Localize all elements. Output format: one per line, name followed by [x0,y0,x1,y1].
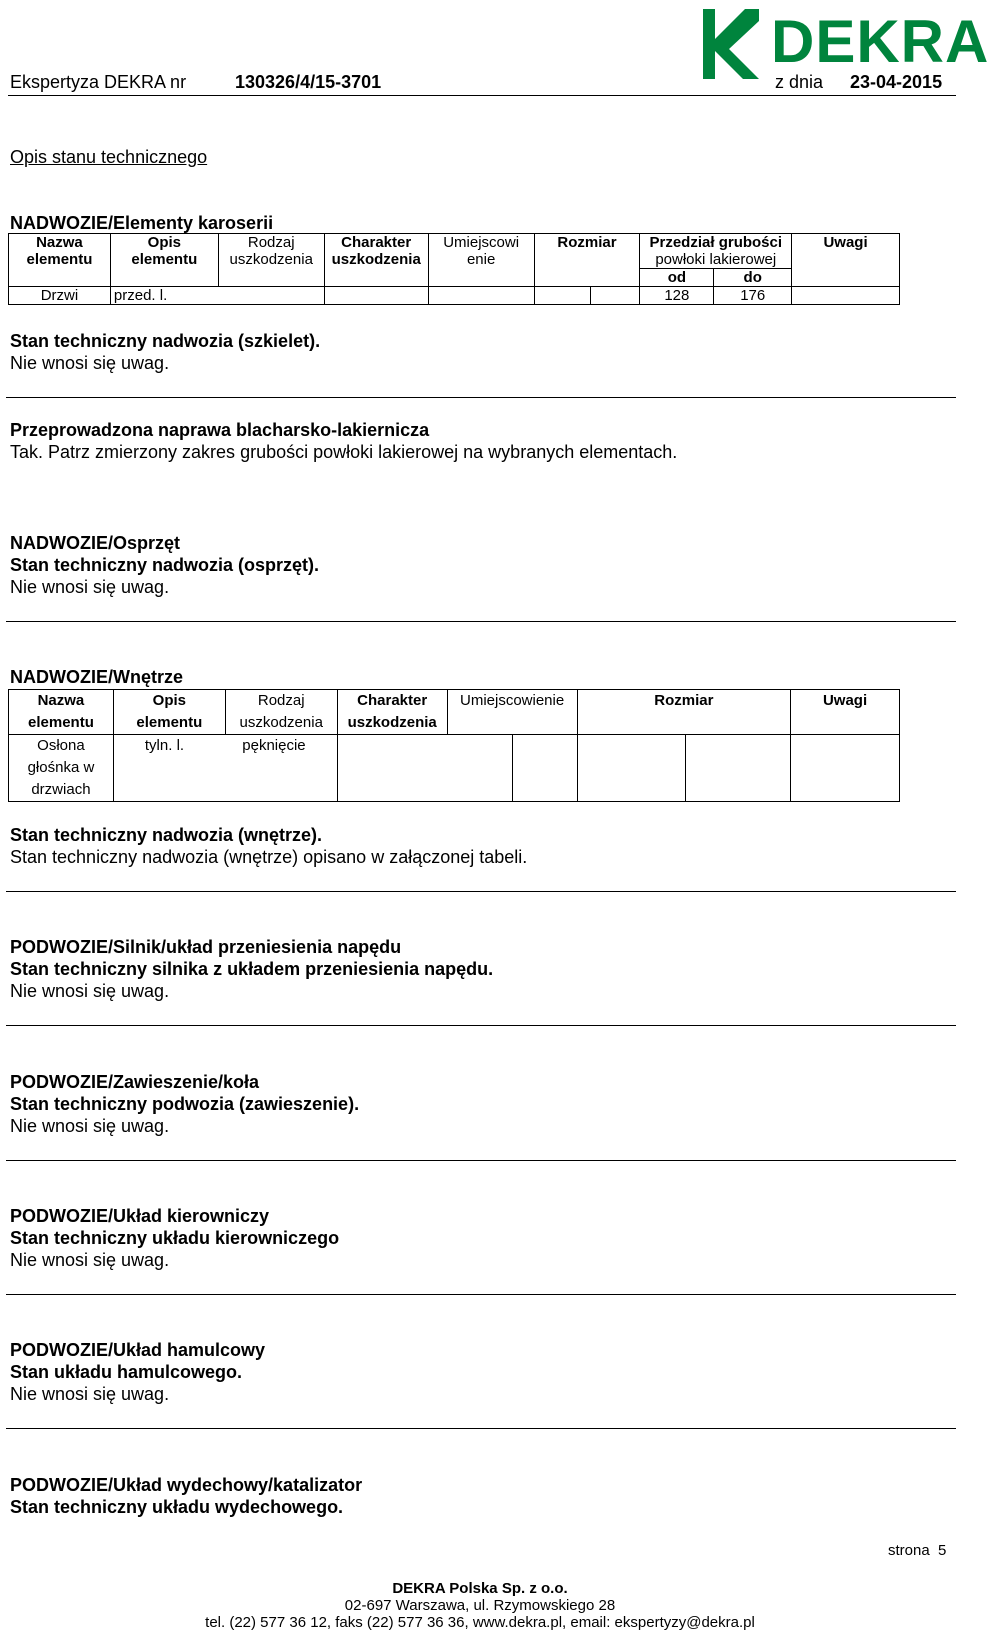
date-label: z dnia [775,72,824,92]
engine-heading: PODWOZIE/Silnik/układ przeniesienia napędu [10,937,402,957]
section-divider [6,891,956,892]
fittings-subheading: Stan techniczny nadwozia (osprzęt). [10,555,320,575]
header-rule [8,95,956,96]
col-nazwa: Nazwa [36,234,83,251]
footer-company: DEKRA Polska Sp. z o.o. [392,1580,568,1597]
col-opis: Opis [152,692,186,709]
page-title: Opis stanu technicznego [10,147,208,167]
fittings-heading: NADWOZIE/Osprzęt [10,533,181,553]
suspension-heading: PODWOZIE/Zawieszenie/koła [10,1072,260,1092]
steering-subheading: Stan techniczny układu kierowniczego [10,1228,340,1248]
engine-subheading: Stan techniczny silnika z układem przeniesienia napędu. [10,959,494,979]
report-label: Ekspertyza DEKRA nr [10,72,187,92]
suspension-text: Nie wnosi się uwag. [10,1116,170,1136]
section-divider [6,621,956,622]
col-opis-2: elementu [131,251,198,268]
col-charakter: Charakter [357,692,428,709]
body-elements-table [8,233,900,305]
report-number: 130326/4/15-3701 [235,72,382,92]
footer-address: 02-697 Warszawa, ul. Rzymowskiego 28 [344,1597,616,1614]
col-nazwa-2: elementu [26,251,93,268]
brakes-heading: PODWOZIE/Układ hamulcowy [10,1340,266,1360]
page-label: strona [888,1542,930,1559]
interior-table [8,689,900,802]
cell-nazwa-3: drzwiach [31,781,91,798]
fittings-text: Nie wnosi się uwag. [10,577,170,597]
col-nazwa-2: elementu [28,714,94,731]
col-rodzaj-2: uszkodzenia [229,251,313,268]
exhaust-heading: PODWOZIE/Układ wydechowy/katalizator [10,1475,363,1495]
brakes-text: Nie wnosi się uwag. [10,1384,170,1404]
col-charakter: Charakter [341,234,412,251]
col-przedzial: Przedział grubości [649,234,783,251]
col-nazwa: Nazwa [37,692,85,709]
section-divider [6,1160,956,1161]
cell-nazwa-2: głośnka w [27,759,95,776]
table-row [9,735,900,802]
suspension-subheading: Stan techniczny podwozia (zawieszenie). [10,1094,360,1114]
interior-text: Stan techniczny nadwozia (wnętrze) opisano w załączonej tabeli. [10,847,528,867]
col-rodzaj-2: uszkodzenia [239,714,323,731]
col-rozmiar: Rozmiar [577,690,791,735]
cell-rodzaj: pęknięcie [242,737,306,754]
col-umiejsc-2: enie [466,251,496,268]
engine-text: Nie wnosi się uwag. [10,981,170,1001]
cell-od: 128 [640,287,714,305]
col-opis: Opis [147,234,181,251]
col-do: do [714,269,792,287]
col-charakter-2: uszkodzenia [347,714,437,731]
interior-subheading: Stan techniczny nadwozia (wnętrze). [10,825,323,845]
cell-do: 176 [714,287,792,305]
frame-heading: Stan techniczny nadwozia (szkielet). [10,331,321,351]
steering-text: Nie wnosi się uwag. [10,1250,170,1270]
repair-heading: Przeprowadzona naprawa blacharsko-lakiernicza [10,420,430,440]
col-uwagi: Uwagi [791,690,900,735]
report-date: 23-04-2015 [850,72,943,92]
cell-nazwa: Drzwi [9,287,111,305]
section-divider [6,397,956,398]
page-number [888,1542,946,1559]
col-charakter-2: uszkodzenia [331,251,421,268]
col-rodzaj: Rodzaj [257,692,305,709]
footer-contact: tel. (22) 577 36 12, faks (22) 577 36 36, www.dekra.pl, email: ekspertyzy@dekra.pl [205,1614,755,1631]
cell-opis: przed. l. [110,287,218,305]
section-divider [6,1294,956,1295]
cell-opis: tyln. l. [144,737,185,754]
col-od: od [640,269,714,287]
col-umiejsc: Umiejscowienie [447,690,577,735]
interior-heading: NADWOZIE/Wnętrze [10,667,183,687]
steering-heading: PODWOZIE/Układ kierowniczy [10,1206,270,1226]
logo-text: DEKRA [771,8,989,75]
cell-nazwa-1: Osłona [37,737,85,754]
repair-text: Tak. Patrz zmierzony zakres grubości powłoki lakierowej na wybranych elementach. [10,442,678,462]
section-divider [6,1025,956,1026]
section-divider [6,1428,956,1429]
table-header-row [9,234,900,269]
col-rodzaj: Rodzaj [247,234,295,251]
dekra-logo-mark-icon [693,5,773,83]
col-uwagi: Uwagi [792,234,900,287]
col-umiejsc: Umiejscowi [443,234,520,251]
col-rozmiar: Rozmiar [534,234,640,287]
col-przedzial-2: powłoki lakierowej [655,251,777,268]
exhaust-subheading: Stan techniczny układu wydechowego. [10,1497,344,1517]
brakes-subheading: Stan układu hamulcowego. [10,1362,243,1382]
table-row [9,287,900,305]
dekra-logo [693,5,989,83]
frame-text: Nie wnosi się uwag. [10,353,170,373]
table-header-row [9,690,900,735]
page-num: 5 [938,1542,947,1559]
col-opis-2: elementu [136,714,203,731]
body-elements-heading: NADWOZIE/Elementy karoserii [10,213,274,233]
